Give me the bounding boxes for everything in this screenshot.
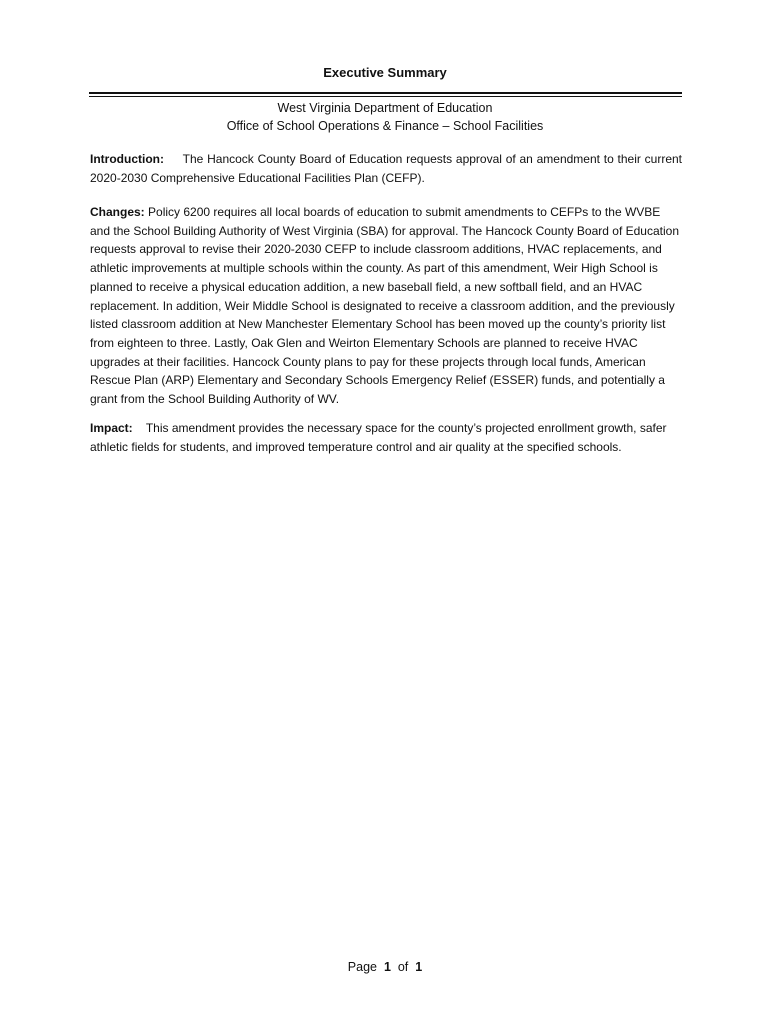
organization-header — [0, 99, 770, 135]
org-office: Office of School Operations & Finance – School Facilities — [226, 119, 544, 133]
page-number: 1 — [383, 960, 391, 974]
impact-label: Impact: — [90, 421, 133, 435]
of-word: of — [397, 960, 409, 974]
document-title: Executive Summary — [323, 65, 447, 80]
page-word: Page — [347, 960, 377, 974]
org-name: West Virginia Department of Education — [277, 101, 493, 115]
introduction-text: The Hancock County Board of Education requests approval of an amendment to their current 2020-2030 Comprehensive Educational Facilities Plan (CEFP). — [90, 152, 683, 185]
impact-section — [90, 419, 682, 456]
title-divider-thick — [89, 92, 682, 94]
introduction-label: Introduction: — [90, 152, 164, 166]
changes-section — [90, 203, 682, 409]
page-footer — [0, 960, 770, 974]
changes-text: Policy 6200 requires all local boards of education to submit amendments to CEFPs to the WVBE and the School Building Authority of West Virginia (SBA) for approval. The Hancock County Board of Education requests approval to revise their 2020-2030 CEFP to include classroom additions, HVAC replacements, and athletic improvements at multiple schools within the county. As part of this amendment, Weir High School is planned to receive a physical education addition, a new baseball field, a new softball field, and an HVAC replacement. In addition, Weir Middle School is designated to receive a classroom addition, and the previously listed classroom addition at New Manchester Elementary School has been moved up the county’s priority list from eighteen to three. Lastly, Oak Glen and Weirton Elementary Schools are planned to receive HVAC upgrades at their facilities. Hancock County plans to pay for these projects through local funds, American Rescue Plan (ARP) Elementary and Secondary Schools Emergency Relief (ESSER) funds, and potentially a grant from the School Building Authority of WV. — [90, 205, 680, 407]
page-total: 1 — [415, 960, 423, 974]
title-divider-thin — [89, 96, 682, 97]
impact-text: This amendment provides the necessary space for the county’s projected enrollment growth, safer athletic fields for students, and improved temperature control and air quality at the specified schools. — [90, 421, 667, 454]
introduction-section — [90, 150, 682, 187]
changes-label: Changes: — [90, 205, 145, 219]
